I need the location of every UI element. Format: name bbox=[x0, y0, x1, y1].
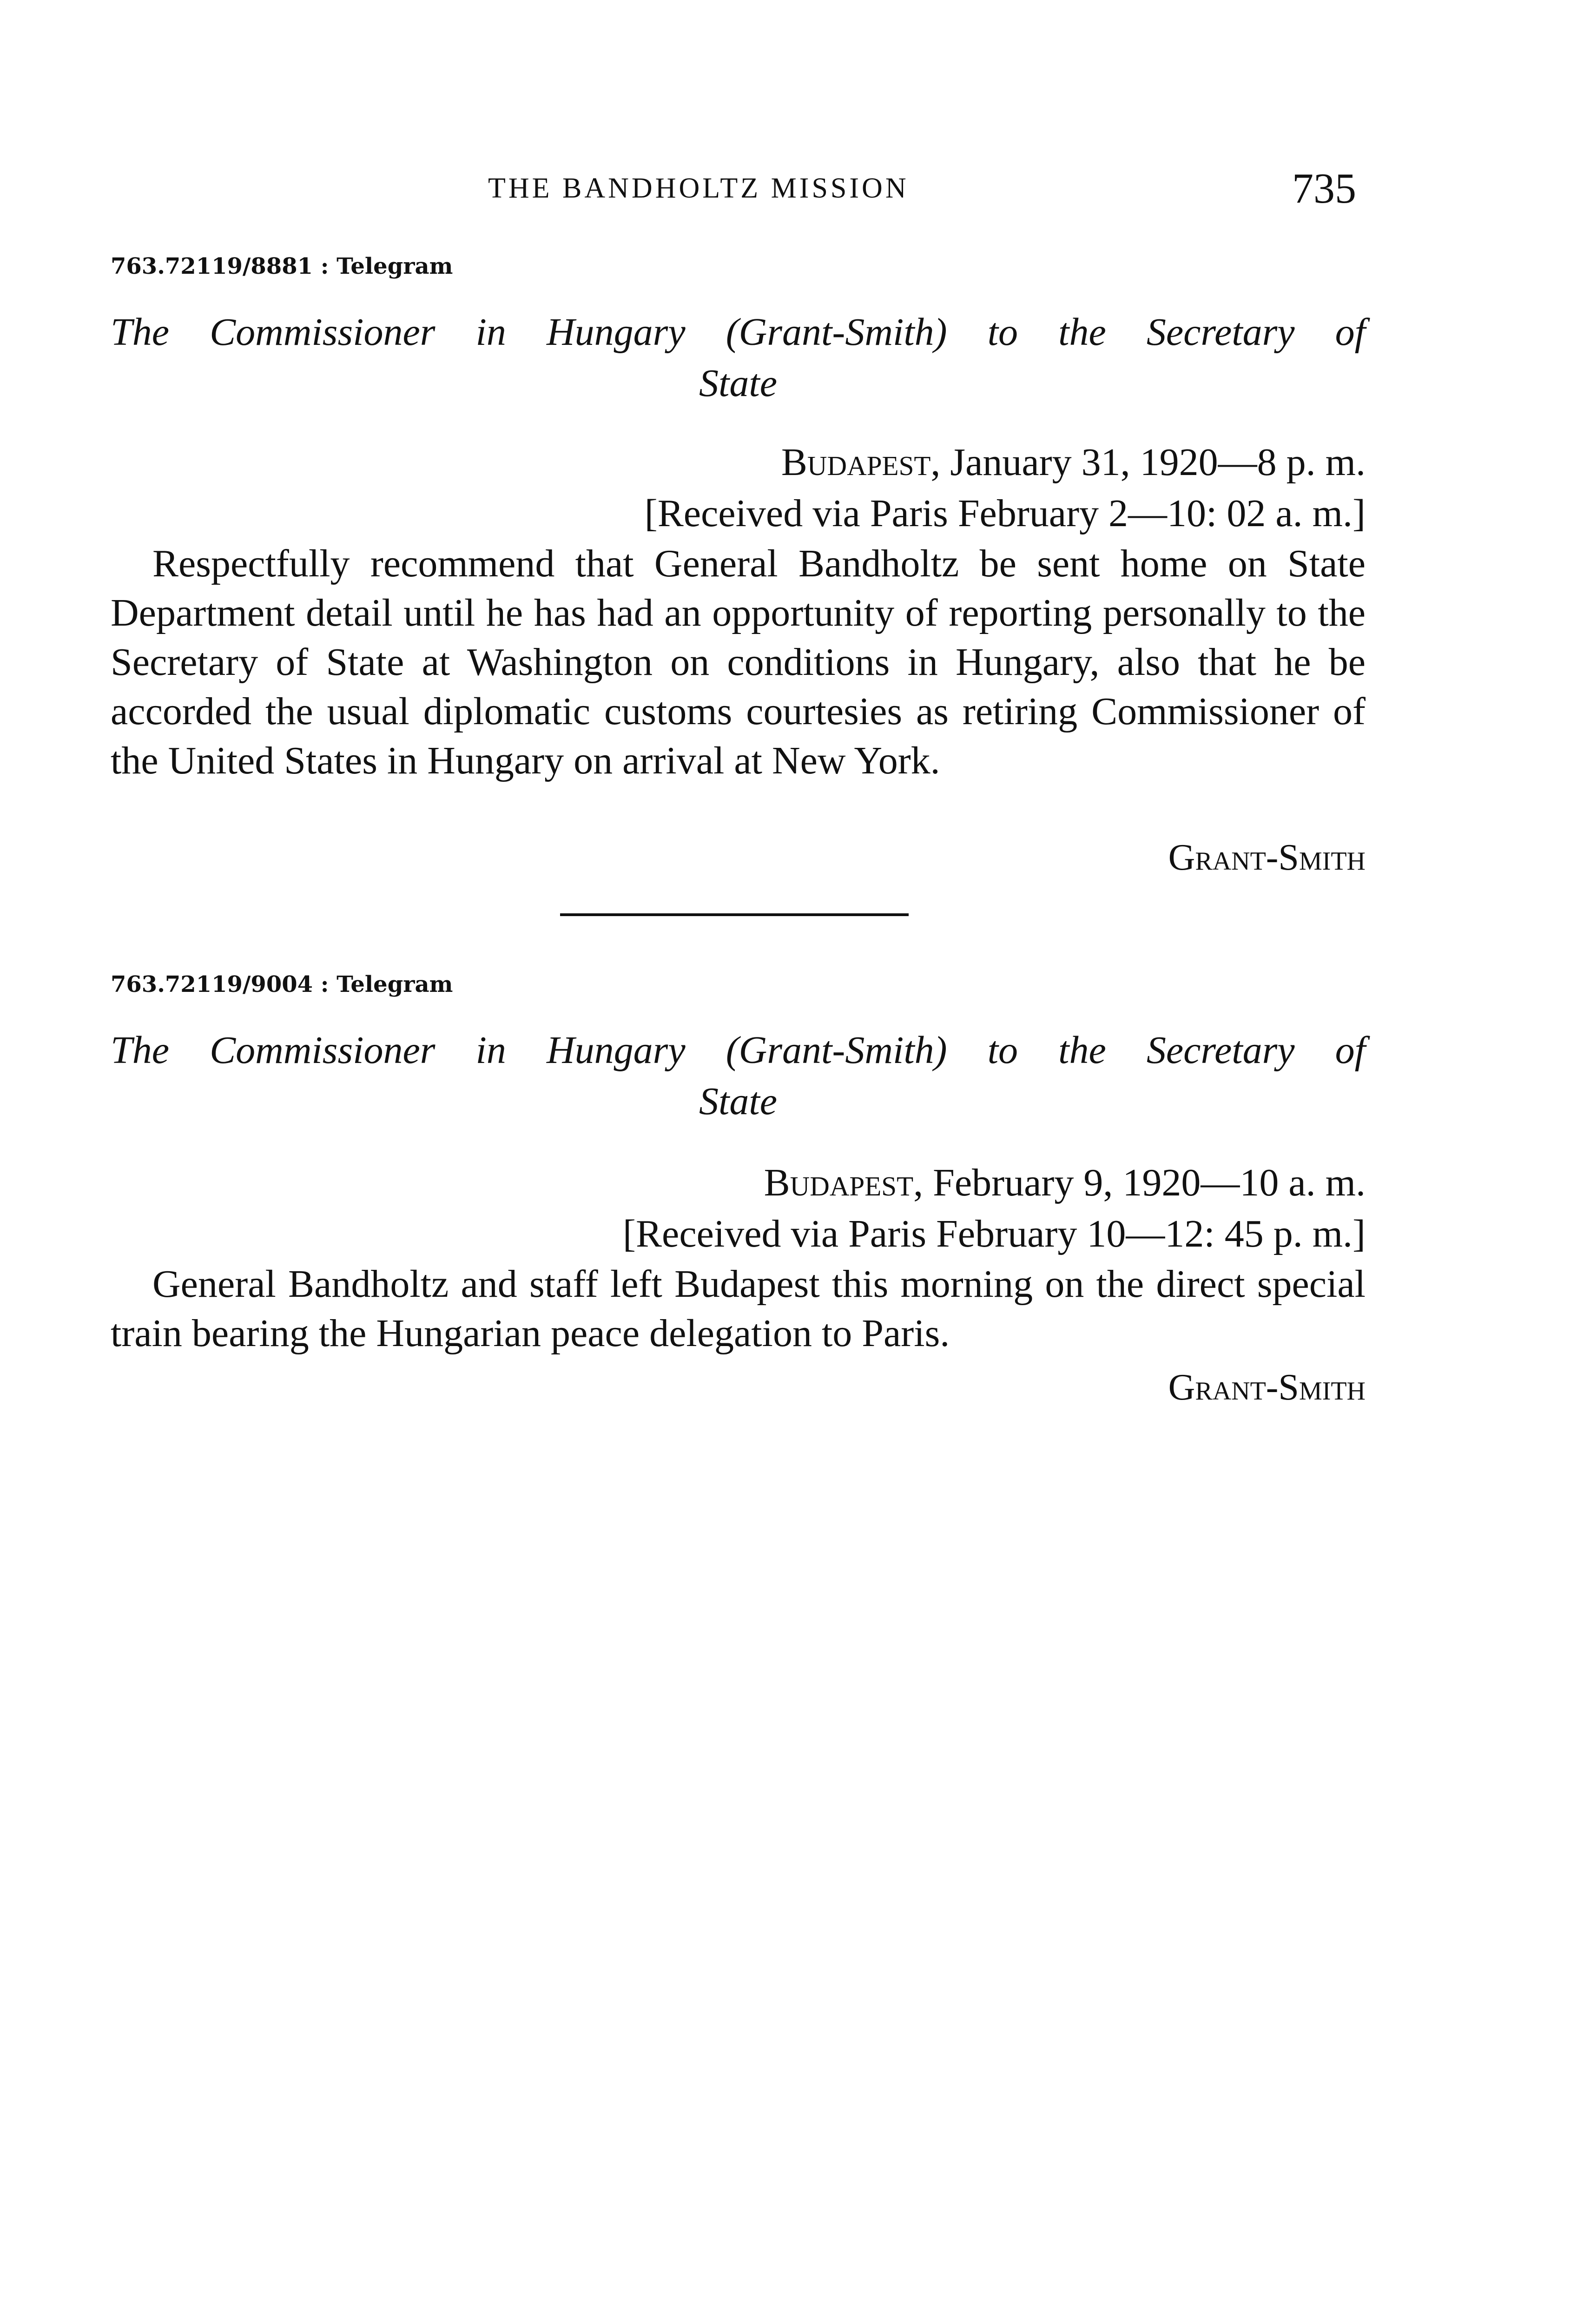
heading-line: State bbox=[699, 362, 777, 405]
signature: Grant-Smith bbox=[1168, 1367, 1366, 1408]
telegram-1-dateline bbox=[111, 437, 1366, 539]
telegram-1-body bbox=[111, 539, 1366, 786]
body-text: General Bandholtz and staff left Budapest this morning on the direct special train bearing the Hungarian peace delegation to Paris. bbox=[111, 1262, 1366, 1355]
file-reference: 763.72119/8881 : Telegram bbox=[111, 253, 453, 279]
dateline-place: Budapest bbox=[781, 441, 931, 484]
telegram-1-file-ref-block bbox=[111, 253, 1366, 279]
telegram-2-heading bbox=[111, 1025, 1366, 1127]
telegram-2-signature bbox=[111, 1362, 1366, 1413]
heading-line: The Commissioner in Hungary (Grant-Smith) to the Secretary of bbox=[111, 310, 1366, 354]
telegram-1-signature bbox=[111, 832, 1366, 883]
telegram-1-heading bbox=[111, 307, 1366, 409]
dateline-date: , February 9, 1920—10 a. m. bbox=[913, 1161, 1366, 1204]
received-note: [Received via Paris February 10—12: 45 p. m.] bbox=[623, 1212, 1366, 1255]
section-divider bbox=[560, 913, 909, 916]
heading-line: State bbox=[699, 1080, 777, 1123]
body-text: Respectfully recommend that General Bandholtz be sent home on State Department detail until he has had an opportunity of reporting personally to the Secretary of State at Washington on conditions in Hungary, also that he be accorded the usual diplomatic customs courtesies as retiring Commissioner of the United States in Hungary on arrival at New York. bbox=[111, 542, 1366, 782]
dateline-date: , January 31, 1920—8 p. m. bbox=[930, 441, 1366, 484]
telegram-2-dateline bbox=[111, 1157, 1366, 1260]
dateline-place: Budapest bbox=[764, 1161, 914, 1204]
signature: Grant-Smith bbox=[1168, 837, 1366, 878]
telegram-2-file-ref-block bbox=[111, 971, 1366, 997]
page-number: 735 bbox=[1292, 165, 1356, 212]
file-reference: 763.72119/9004 : Telegram bbox=[111, 971, 453, 997]
heading-line: The Commissioner in Hungary (Grant-Smith) to the Secretary of bbox=[111, 1029, 1366, 1072]
received-note: [Received via Paris February 2—10: 02 a. m.] bbox=[644, 492, 1366, 535]
telegram-2-body bbox=[111, 1260, 1366, 1358]
running-head: THE BANDHOLTZ MISSION bbox=[488, 172, 909, 204]
